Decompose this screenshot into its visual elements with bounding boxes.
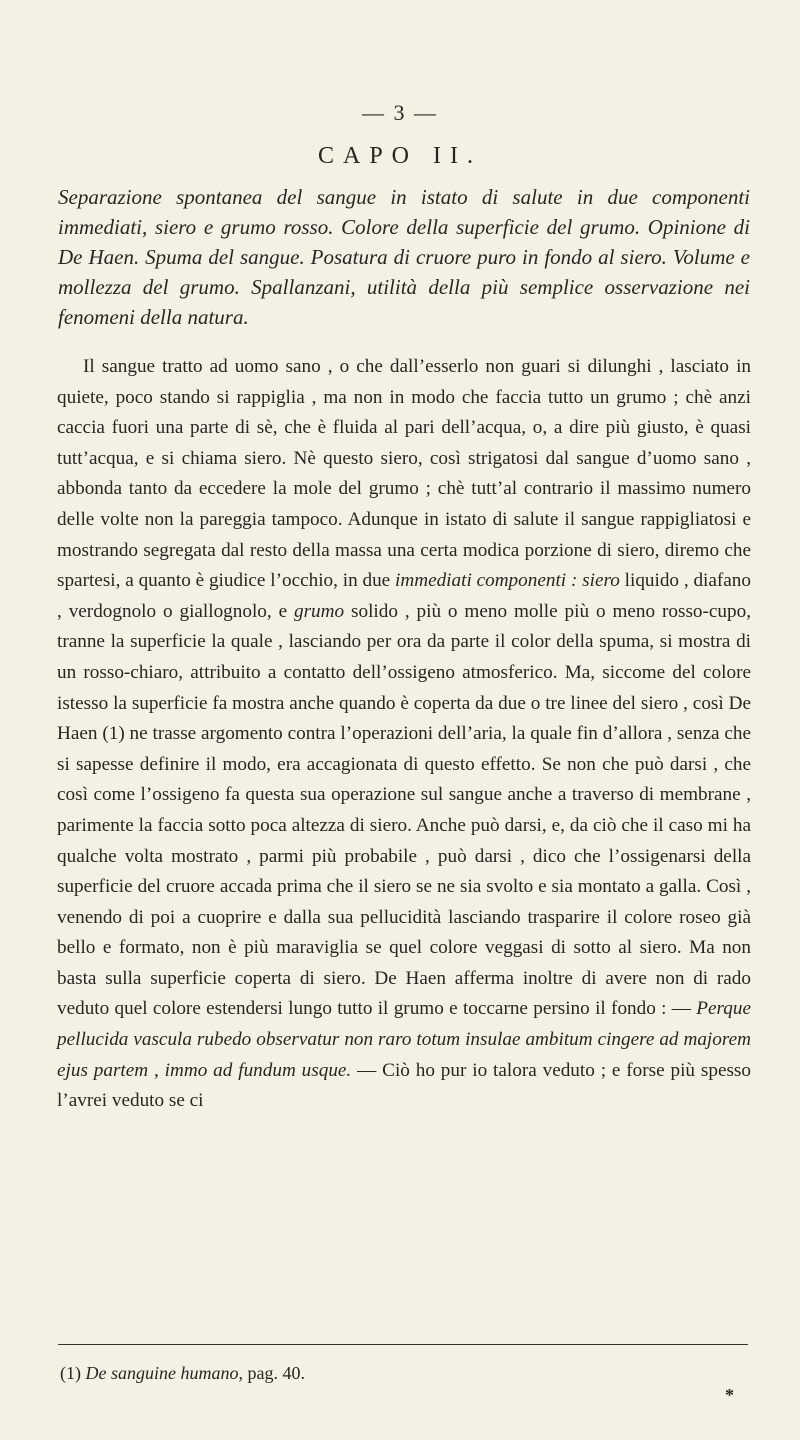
footnote-marker: (1) [60, 1363, 81, 1383]
page-number: — 3 — [362, 100, 438, 125]
body-text-part: solido , più o meno molle più o meno rosso-cupo, tranne la superficie la quale , lasciando per ora da parte il color della spuma, si mostra di un rosso-chiaro, attribuito a contatto dell’ossigeno atmosferico. Ma, siccome del colore istesso la superficie fa mostra anche quando è coperta da due o tre linee del siero , così De Haen (1) ne trasse argomento contra l’operazioni dell’aria, la quale fin d’allora , senza che si sapesse definire il modo, era accagionata di questo effetto. Se non che può darsi , che così come l’ossigeno fa questa sua operazione sul sangue anche a traverso di membrane , parimente la faccia sotto poca altezza di siero. Anche può darsi, e, da ciò che il caso mi ha qualche volta mostrato , parmi più probabile , può darsi , dico che l’ossigenarsi della superficie del cruore accada prima che il siero se ne sia svolto e sia montato a galla. Così , venendo di poi a cuoprire e dalla sua pellucidità lasciando trasparire il colore roseo già bello e formato, non è più maraviglia se quel colore veggasi di sotto al siero. Ma non basta sulla superficie coperta di siero. De Haen afferma inoltre di avere non di rado veduto quel colore estendersi lungo tutto il grumo e toccarne persino il fondo : — [57, 600, 751, 1020]
signature-mark: * [725, 1385, 734, 1405]
body-text-part: Il sangue tratto ad uomo sano , o che dall’esserlo non guari si dilunghi , lasciato in quiete, poco stando si rappiglia , ma non in modo che faccia tutto un grumo ; chè anzi caccia fuori una parte di sè, che è fluida al pari dell’acqua, o, a dire più giusto, è quasi tutt’acqua, e si chiama siero. Nè questo siero, così strigatosi dal sangue d’uomo sano , abbonda tanto da eccedere la mole del grumo ; chè tutt’al contrario il massimo numero delle volte non la pareggia tampoco. Adunque in istato di salute il sangue rappigliatosi e mostrando segregata dal resto della massa una certa modica porzione di siero, diremo che spartesi, a quanto è giudice l’occhio, in due [57, 356, 751, 592]
footnote-reference: pag. 40. [242, 1363, 305, 1383]
latin-quote: Perque pellucida vascula rubedo observatur non raro totum insulae ambitum cingere ad majorem ejus partem , immo ad fundum usque. [57, 998, 751, 1081]
footnote-divider [58, 1344, 748, 1345]
body-paragraph [57, 352, 751, 1117]
body-text-part: liquido , diafano , verdognolo o giallognolo, e [57, 570, 751, 622]
italic-term: grumo [294, 600, 345, 622]
body-text-part: — Ciò ho pur io talora veduto ; e forse più spesso l’avrei veduto se ci [57, 1059, 751, 1112]
footnote-title: De sanguine humano, [85, 1363, 243, 1383]
chapter-heading: CAPO II. [317, 143, 482, 169]
footnote [60, 1361, 750, 1385]
italic-term: immediati componenti : siero [395, 570, 620, 592]
chapter-summary: Separazione spontanea del sangue in istato di salute in due componenti immediati, siero e grumo rosso. Colore della superficie del grumo. Opinione di De Haen. Spuma del sangue. Posatura di cruore puro in fondo al siero. Volume e mollezza del grumo. Spallanzani, utilità della più semplice osservazione nei fenomeni della natura. [58, 185, 750, 329]
